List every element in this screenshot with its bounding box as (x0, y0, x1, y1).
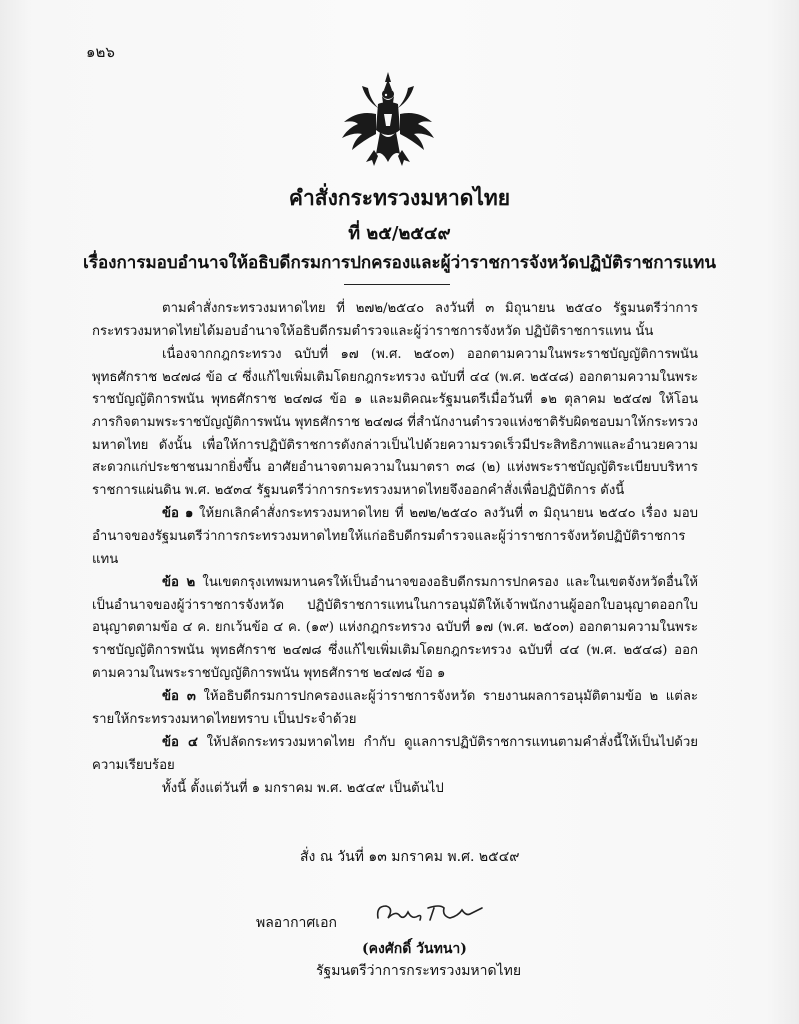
title-divider (344, 284, 450, 285)
clause-heading: ข้อ ๑ (162, 506, 194, 522)
page-number: ๑๒๖ (86, 43, 115, 61)
clause-heading: ข้อ ๔ (162, 735, 198, 751)
paragraph-preamble (92, 298, 698, 343)
paragraph-reason (92, 344, 698, 502)
signer-name: (คงศักดิ์ วันทนา) (362, 941, 467, 957)
clause-heading: ข้อ ๒ (162, 575, 196, 591)
garuda-emblem-icon (338, 70, 438, 170)
clause-4 (92, 732, 698, 777)
clause-text: ให้อธิบดีกรมการปกครองและผู้ว่าราชการจังหวัด รายงานผลการอนุมัติตามข้อ ๒ แต่ละรายให้กระทรวงมหาดไทยทราบ เป็นประจำด้วย (92, 689, 698, 727)
clause-3 (92, 686, 698, 731)
clause-text: ให้ปลัดกระทรวงมหาดไทย กำกับ ดูแลการปฏิบัติราชการแทนตามคำสั่งนี้ให้เป็นไปด้วยความเรียบร้อย (92, 735, 698, 773)
order-subject: เรื่องการมอบอำนาจให้อธิบดีกรมการปกครองและผู้ว่าราชการจังหวัดปฏิบัติราชการแทน (83, 253, 716, 273)
order-date: สั่ง ณ วันที่ ๑๓ มกราคม พ.ศ. ๒๕๔๙ (300, 849, 520, 865)
clause-text: ให้ยกเลิกคำสั่งกระทรวงมหาดไทย ที่ ๒๗๒/๒๕๔๐ ลงวันที่ ๓ มิถุนายน ๒๕๔๐ เรื่อง มอบอำนาจของรัฐมนตรีว่าการกระทรวงมหาดไทยให้แก่อธิบดีกรมตำรวจและผู้ว่าราชการจังหวัดปฏิบัติราชการแทน (92, 506, 698, 567)
order-body (92, 298, 698, 801)
order-number: ที่ ๒๕/๒๕๔๙ (348, 223, 451, 244)
clause-text: ในเขตกรุงเทพมหานครให้เป็นอำนาจของอธิบดีกรมการปกครอง และในเขตจังหวัดอื่นให้เป็นอำนาจของผู้ว่าราชการจังหวัด ปฏิบัติราชการแทนในการอนุมัติให้เจ้าพนักงานผู้ออกใบอนุญาตออกใบอนุญาตตามข้อ ๔ ค. ยกเว้นข้อ ๔ ค. (๑๙) แห่งกฎกระทรวง ฉบับที่ ๑๗ (พ.ศ. ๒๕๐๓) ออกตามความในพระราชบัญญัติการพนัน พุทธศักราช ๒๔๗๘ ซึ่งแก้ไขเพิ่มเติมโดยกฎกระทรวง ฉบับที่ ๔๔ (พ.ศ. ๒๕๔๘) ออกตามความในพระราชบัญญัติการพนัน พุทธศักราช ๒๔๗๘ ข้อ ๑ (92, 575, 698, 681)
signer-rank: พลอากาศเอก (256, 915, 337, 931)
signer-title: รัฐมนตรีว่าการกระทรวงมหาดไทย (316, 963, 522, 979)
paragraph-effective-date (92, 778, 698, 801)
paragraph-text: เนื่องจากกฎกระทรวง ฉบับที่ ๑๗ (พ.ศ. ๒๕๐๓) ออกตามความในพระราชบัญญัติการพนัน พุทธศักราช ๒๔๗๘ ข้อ ๔ ซึ่งแก้ไขเพิ่มเติมโดยกฎกระทรวง ฉบับที่ ๔๔ (พ.ศ. ๒๕๔๘) ออกตามความในพระราชบัญญัติการพนัน พุทธศักราช ๒๔๗๘ ข้อ ๑ และมติคณะรัฐมนตรีเมื่อวันที่ ๑๒ ตุลาคม ๒๕๔๗ ให้โอนภารกิจตามพระราชบัญญัติการพนัน พุทธศักราช ๒๔๗๘ ที่สำนักงานตำรวจแห่งชาติรับผิดชอบมาให้กระทรวงมหาดไทย ดังนั้น เพื่อให้การปฏิบัติราชการดังกล่าวเป็นไปด้วยความรวดเร็วมีประสิทธิภาพและอำนวยความสะดวกแก่ประชาชนมากยิ่งขึ้น อาศัยอำนาจตามความในมาตรา ๓๘ (๒) แห่งพระราชบัญญัติระเบียบบริหารราชการแผ่นดิน พ.ศ. ๒๕๓๔ รัฐมนตรีว่าการกระทรวงมหาดไทยจึงออกคำสั่งเพื่อปฏิบัติการ ดังนี้ (92, 347, 698, 498)
clause-2 (92, 572, 698, 685)
handwritten-signature (370, 896, 490, 930)
document-title: คำสั่งกระทรวงมหาดไทย (288, 185, 511, 210)
clause-heading: ข้อ ๓ (162, 689, 196, 705)
paragraph-text: ทั้งนี้ ตั้งแต่วันที่ ๑ มกราคม พ.ศ. ๒๕๔๙ เป็นต้นไป (162, 781, 444, 797)
paragraph-text: ตามคำสั่งกระทรวงมหาดไทย ที่ ๒๗๒/๒๕๔๐ ลงวันที่ ๓ มิถุนายน ๒๕๔๐ รัฐมนตรีว่าการกระทรวงมหาดไทยได้มอบอำนาจให้อธิบดีกรมตำรวจและผู้ว่าราชการจังหวัด ปฏิบัติราชการแทน นั้น (92, 301, 698, 339)
clause-1 (92, 503, 698, 571)
